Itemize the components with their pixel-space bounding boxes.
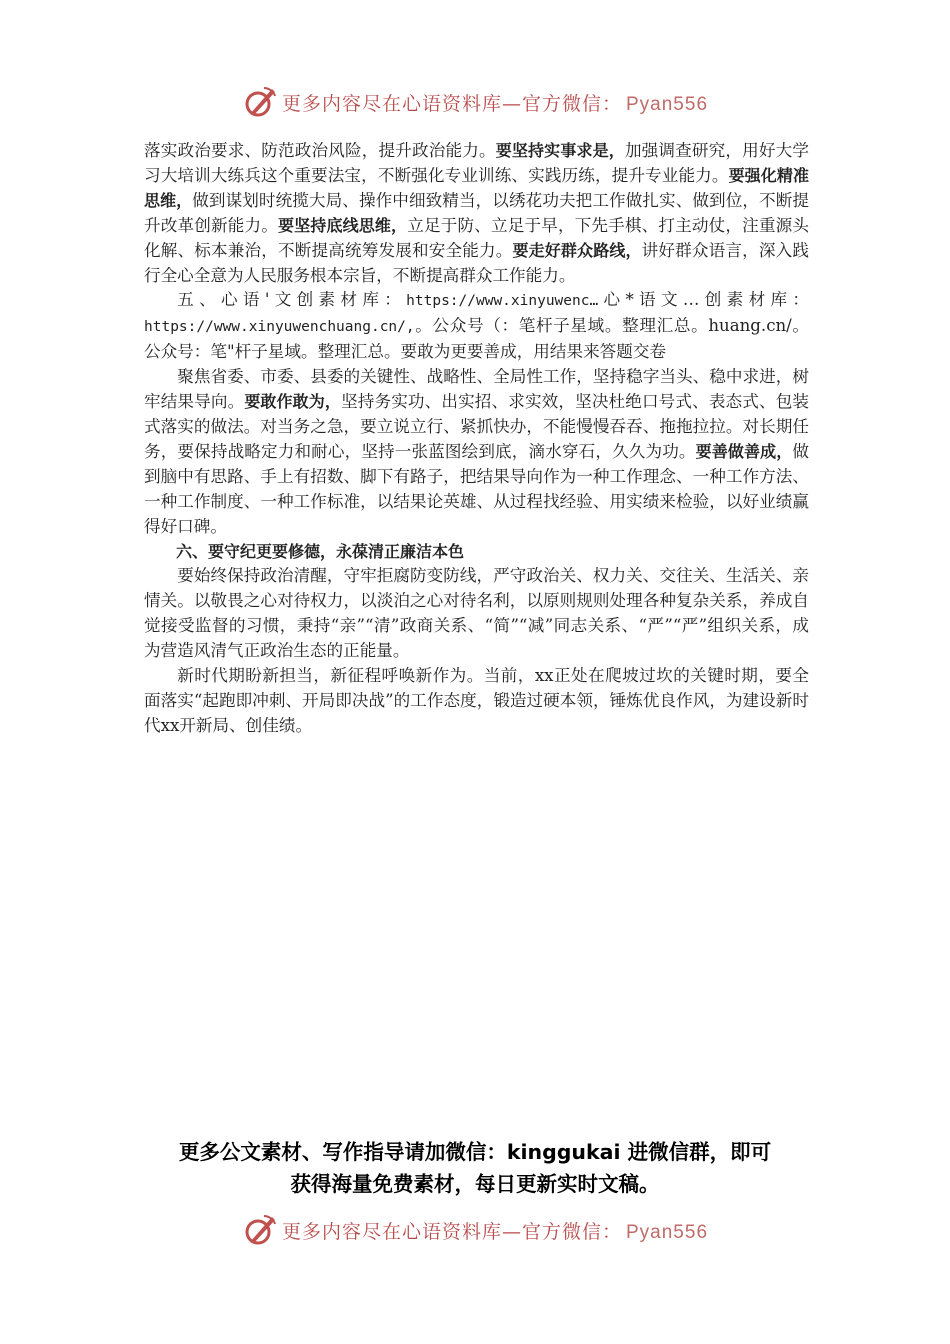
text: 五、心语'文创素材库： <box>177 290 407 310</box>
footer-line-2: 获得海量免费素材，每日更新实时文稿。 <box>290 1172 660 1196</box>
banner-label: 更多内容尽在心语资料库—官方微信： <box>281 92 622 115</box>
text: 。公众号（：笔杆子星域。整理汇总。huang.cn/。公众号：笔"杆子星域。整理汇总。要敢为更要善成，用结果来答题交卷 <box>144 316 809 362</box>
banner-text <box>282 89 708 116</box>
bold-phrase: 要坚持实事求是， <box>495 141 625 160</box>
text: 心*语文…创素材库： <box>598 290 810 310</box>
footer-banner <box>0 1210 950 1250</box>
quill-logo-icon <box>242 84 278 120</box>
section-5-heading <box>144 288 809 365</box>
paragraph-4: 要始终保持政治清醒，守牢拒腐防变防线，严守政治关、权力关、交往关、生活关、亲情关。以敬畏之心对待权力，以淡泊之心对待名利，以原则规则处理各种复杂关系，养成自觉接受监督的习惯，秉持“亲”“清”政商关系、“简”“减”同志关系、“严”“严”组织关系，成为营造风清气正政治生态的正能量。 <box>144 566 809 661</box>
bold-phrase: 要走好群众路线， <box>512 240 642 260</box>
text: 落实政治要求、防范政治风险，提升政治能力。 <box>144 141 496 160</box>
bold-phrase: 要敢作敢为， <box>244 392 342 412</box>
bold-phrase: 要坚持底线思维， <box>277 215 408 235</box>
text: 立足于防、立足于早，下先手棋、打主动仗，注重源头化解、标本兼治，不断提高统筹发展和安全能力。 <box>144 215 809 260</box>
url-text: https://www.xinyuwenc… <box>406 293 599 310</box>
text: 加强调查研究，用好大学习大培训大练兵这个重要法宝，不断强化专业训练、实践历练，提升专业能力。 <box>144 141 810 185</box>
bold-phrase: 要善做善成， <box>695 441 793 461</box>
paragraph-5: 新时代期盼新担当，新征程呼唤新作为。当前，xx正处在爬坡过坎的关键时期，要全面落实“起跑即冲刺、开局即决战”的工作态度，锻造过硬本领，锤炼优良作风，为建设新时代xx开新局、创佳绩。 <box>144 666 809 735</box>
footer-ad <box>0 1136 950 1200</box>
text: 讲好群众语言，深入践行全心全意为人民服务根本宗旨，不断提高群众工作能力。 <box>144 240 809 285</box>
banner-wechat-id: Pyan556 <box>626 1221 709 1243</box>
text: 聚焦省委、市委、县委的关键性、战略性、全局性工作，坚持稳字当头、稳中求进，树牢结果导向。 <box>144 367 809 412</box>
document-body <box>144 139 809 739</box>
banner-label: 更多内容尽在心语资料库—官方微信： <box>281 1220 622 1243</box>
banner-text <box>282 1217 708 1244</box>
quill-logo-icon <box>242 1212 278 1248</box>
bold-phrase: 要强化精准思维， <box>144 165 809 210</box>
paragraph-1 <box>144 139 809 288</box>
header-banner <box>0 82 950 122</box>
paragraph-3 <box>144 365 809 539</box>
text: 做到脑中有思路、手上有招数、脚下有路子，把结果导向作为一种工作理念、一种工作方法、一种工作制度、一种工作标准，以结果论英雄、从过程找经验、用实绩来检验，以好业绩赢得好口碑。 <box>144 441 809 536</box>
url-text: https://www.xinyuwenchuang.cn/, <box>144 319 415 336</box>
text: 做到谋划时统揽大局、操作中细致精当，以绣花功夫把工作做扎实、做到位，不断提升改革创新能力。 <box>144 190 809 235</box>
footer-line-1: 更多公文素材、写作指导请加微信：kinggukai 进微信群，即可 <box>178 1140 772 1164</box>
text: 坚持务实功、出实招、求实效，坚决杜绝口号式、表态式、包装式落实的做法。对当务之急，要立说立行、紧抓快办，不能慢慢吞吞、拖拖拉拉。对长期任务，要保持战略定力和耐心，坚持一张蓝图绘到底，滴水穿石，久久为功。 <box>144 392 810 461</box>
section-6-heading: 六、要守纪更要修德，永葆清正廉洁本色 <box>176 541 465 561</box>
banner-wechat-id: Pyan556 <box>626 93 709 115</box>
